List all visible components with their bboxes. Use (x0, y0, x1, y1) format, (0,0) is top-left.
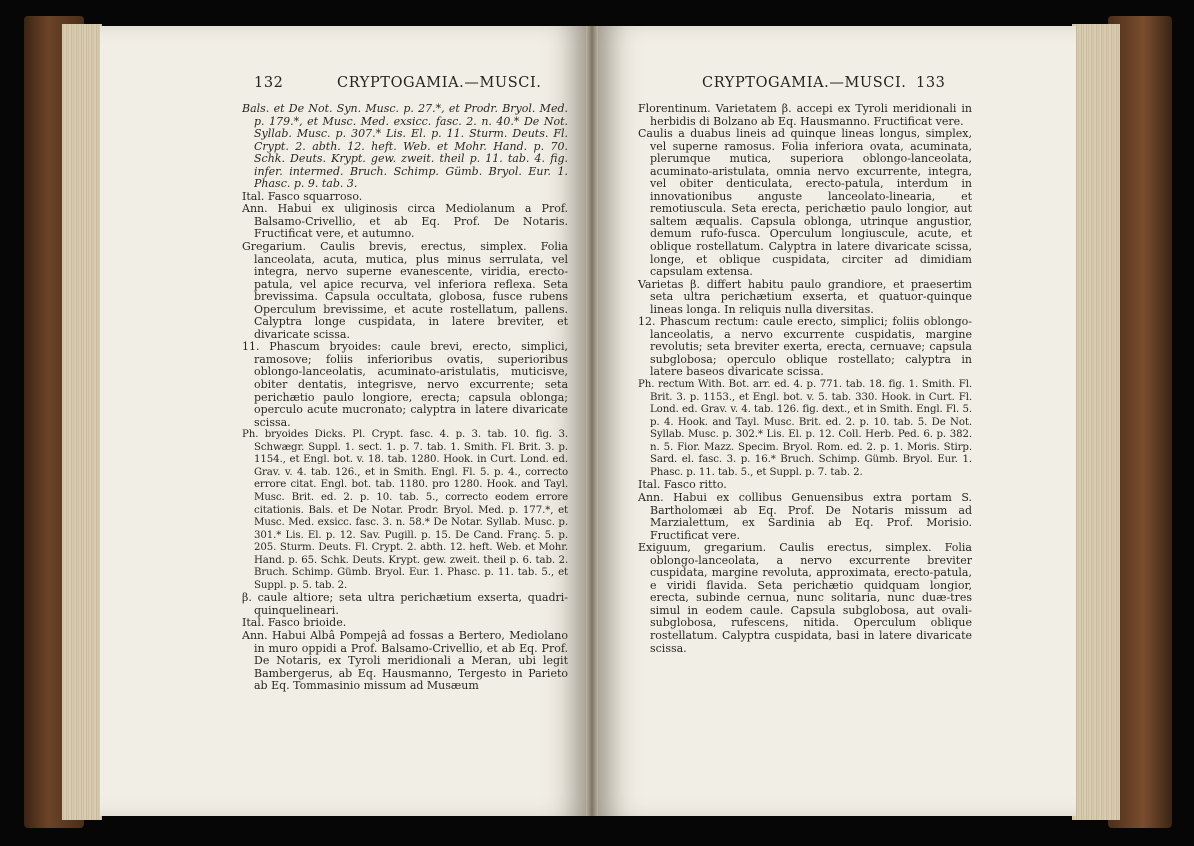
species-paragraph: 12. Phascum rectum: caule erecto, simplici; foliis oblongo-lanceolatis, a nervo excurrente cuspidatis, margine revolutis; seta breviter exerta, erecta, cernuave; capsula subglobosa; operculo oblique rostellato; calyptra in latere baseos divaricate scissa. (638, 315, 972, 379)
description-paragraph: Caulis a duabus lineis ad quinque lineas longus, simplex, vel superne ramosus. Folia inferiora ovata, acuminata, plerumque mutica, superiora oblongo-lanceolata, acuminato-aristulata, omnia nervo excurrente, integra, vel obiter denticulata, erecto-patula, interdum in innovationibus anguste lanceolato-linearia, et remotiuscula. Seta erecta, perichætio paulo longior, aut saltem æqualis. Capsula oblonga, utrinque angustior, demum rufo-fusca. Operculum longiuscule, acute, et oblique rostellatum. Calyptra in latere divaricate scissa, longe, et oblique cuspidata, circiter ad dimidiam capsulam extensa. (638, 127, 972, 279)
page-text (638, 103, 972, 655)
annotation-paragraph: Ann. Habui ex uliginosis circa Mediolanum a Prof. Balsamo-Crivellio, et ab Eq. Prof. De Notaris. Fructificat vere, et autumno. (242, 202, 568, 241)
page-edges-left (62, 24, 102, 820)
running-title: CRYPTOGAMIA.—MUSCI. (337, 75, 542, 91)
left-page (100, 26, 588, 816)
page-text (242, 103, 568, 693)
variety-paragraph: β. caule altiore; seta ultra perichætium exserta, quadri-quinquelineari. (242, 591, 568, 617)
page-number: 133 (916, 75, 946, 91)
description-paragraph: Gregarium. Caulis brevis, erectus, simplex. Folia lanceolata, acuta, mutica, plus minus serrulata, vel integra, nervo superne evanescente, viridia, erecto-patula, vel apice recurva, vel inferiora reflexa. Seta brevissima. Capsula occultata, globosa, fusce rubens Operculum brevissime, et acute rostellatum, pallens. Calyptra longe cuspidata, in latere breviter, et divaricate scissa. (242, 240, 568, 341)
book-gutter (586, 26, 598, 816)
italian-name: Ital. Fasco brioide. (242, 616, 347, 630)
citation-paragraph: Ph. rectum With. Bot. arr. ed. 4. p. 771. tab. 18. fig. 1. Smith. Fl. Brit. 3. p. 1153., et Engl. bot. v. 5. tab. 330. Hook. in Curt. Fl. Lond. ed. Grav. v. 4. tab. 126. fig. dext., et in Smith. Engl. Fl. 5. p. 4. Hook. and Tayl. Musc. Brit. ed. 2. p. 10. tab. 5. De Not. Syllab. Musc. p. 302.* Lis. El. p. 12. Coll. Herb. Ped. 6. p. 382. n. 5. Fior. Mazz. Specim. Bryol. Rom. ed. 2. p. 1. Moris. Stirp. Sard. el. fasc. 3. p. 16.* Bruch. Schimp. Gümb. Bryol. Eur. 1. Phasc. p. 11. tab. 5., et Suppl. p. 7. tab. 2. (638, 379, 972, 478)
continuation-paragraph: Florentinum. Varietatem β. accepi ex Tyroli meridionali in herbidis di Bolzano ab Eq. Hausmanno. Fructificat vere. (638, 102, 972, 128)
italian-name: Ital. Fasco squarroso. (242, 189, 363, 203)
page-edges-right (1072, 24, 1120, 820)
citation-paragraph: Ph. bryoides Dicks. Pl. Crypt. fasc. 4. p. 3. tab. 10. fig. 3. Schwægr. Suppl. 1. sect. 1. p. 7. tab. 1. Smith. Fl. Brit. 3. p. 1154., et Engl. bot. v. 18. tab. 1280. Hook. in Curt. Lond. ed. Grav. v. 4. tab. 126., et in Smith. Engl. Fl. 5. p. 4., correcto errore citat. Engl. bot. tab. 1180. pro 1280. Hook. and Tayl. Musc. Brit. ed. 2. p. 10. tab. 5., correcto eodem errore citationis. Bals. et De Notar. Prodr. Bryol. Med. p. 177.*, et Musc. Med. exsicc. fasc. 3. n. 58.* De Notar. Syllab. Musc. p. 301.* Lis. El. p. 12. Sav. Pugill. p. 15. De Cand. Franç. 5. p. 205. Sturm. Deuts. Fl. Crypt. 2. abth. 12. heft. Web. et Mohr. Hand. p. 65. Schk. Deuts. Krypt. gew. zweit. theil p. 6. tab. 2. Bruch. Schimp. Gümb. Bryol. Eur. 1. Phasc. p. 11. tab. 5., et Suppl. p. 5. tab. 2. (242, 429, 568, 591)
annotation-paragraph: Ann. Habui ex collibus Genuensibus extra portam S. Bartholomæi ab Eq. Prof. De Notaris missum ad Marzialettum, ex Sardinia ab Eq. Prof. Morisio. Fructificat vere. (638, 490, 972, 542)
variety-paragraph: Varietas β. differt habitu paulo grandiore, et praesertim seta ultra perichætium exserta, et quatuor-quinque lineas longa. In reliquis nulla diversitas. (638, 277, 972, 316)
species-paragraph: 11. Phascum bryoides: caule brevi, erecto, simplici, ramosove; foliis inferioribus ovatis, superioribus oblongo-lanceolatis, acuminato-aristulatis, muticisve, obiter dentatis, integrisve, nervo excurrente; seta perichætio paulo longiore, erecta; capsula oblonga; operculo acute mucronato; calyptra in latere divaricate scissa. (242, 340, 568, 429)
running-title: CRYPTOGAMIA.—MUSCI. (702, 75, 907, 91)
description-paragraph: Exiguum, gregarium. Caulis erectus, simplex. Folia oblongo-lanceolata, a nervo excurrente breviter cuspidata, margine revoluta, approximata, erecto-patula, e viridi flavida. Seta perichætio quidquam longior, erecta, subinde cernua, nunc solitaria, nunc duæ-tres simul in eodem caule. Capsula subglobosa, aut ovali-subglobosa, rufescens, nitida. Operculum oblique rostellatum. Calyptra cuspidata, basi in latere divaricate scissa. (638, 541, 972, 655)
italian-name: Ital. Fasco ritto. (638, 478, 727, 492)
annotation-paragraph: Ann. Habui Albâ Pompejâ ad fossas a Bertero, Mediolano in muro oppidi a Prof. Balsamo-Crivellio, et ab Eq. Prof. De Notaris, ex Tyroli meridionali a Meran, ubi legit Bambergerus, ab Eq. Hausmanno, Tergesto in Parieto ab Eq. Tommasinio missum ad Musæum (242, 628, 568, 693)
citation-paragraph: Bals. et De Not. Syn. Musc. p. 27.*, et Prodr. Bryol. Med. p. 179.*, et Musc. Med. exsicc. fasc. 2. n. 40.* De Not. Syllab. Musc. p. 307.* Lis. El. p. 11. Sturm. Deuts. Fl. Crypt. 2. abth. 12. heft. Web. et Mohr. Hand. p. 70. Schk. Deuts. Krypt. gew. zweit. theil p. 11. tab. 4. fig. infer. intermed. Bruch. Schimp. Gümb. Bryol. Eur. 1. Phasc. p. 9. tab. 3. (242, 102, 568, 191)
page-number: 132 (254, 75, 284, 91)
right-page (596, 26, 1076, 816)
